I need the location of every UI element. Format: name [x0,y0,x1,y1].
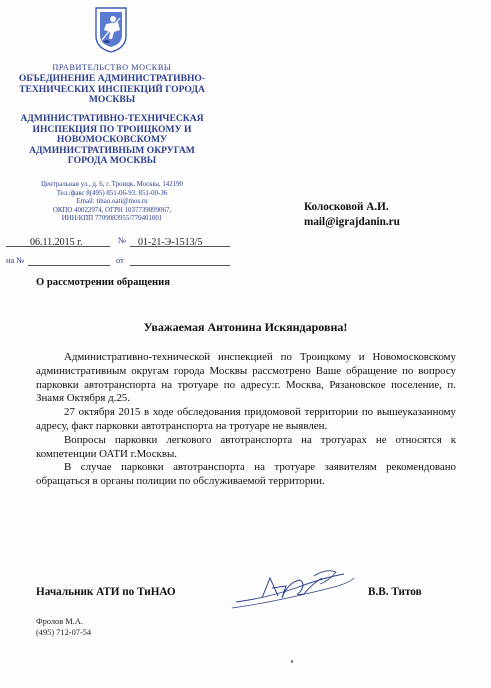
executor-phone: (495) 712-07-54 [36,627,92,637]
scan-mark [291,660,293,663]
executor-block [36,617,91,638]
handwritten-signature [226,558,358,620]
contact-details: Центральная ул., д. 6, г. Троицк, Москва, 142190 Тел./факс 8(495) 851-06-93, 851-00-36 Email: tinao.oati@mos.ru ОКПО 40022974, ОГРН 1037739099067, ИНН/КПП 7709083955/770401001 [40,181,183,223]
letter-date: 06.11.2015 г. [30,237,83,248]
from-label: от [116,256,124,265]
moscow-coat-of-arms-icon [94,6,128,54]
salutation: Уважаемая Антонина Искяндаровна! [143,320,348,334]
executor-name: Фролов М.А. [36,617,83,626]
body-paragraph: Административно-технической инспекцией по Троицкому и Новомосковскому административным округам города Москвы рассмотрено Ваше обращение по вопросу парковки автотранспорта на тротуаре по адресу:г. Москва, Рязановское поселение, п. Знамя Октября д.25. [36,351,456,405]
addressee-email: mail@igrajdanin.ru [304,216,400,228]
sub-organization-name: АДМИНИСТРАТИВНО-ТЕХНИЧЕСКАЯ ИНСПЕКЦИЯ ПО ТРОИЦКОМУ И НОВОМОСКОВСКОМУ АДМИНИСТРАТИВНЫМ ОКРУГАМ ГОРОДА МОСКВЫ [20,113,204,167]
addressee-block [304,200,400,230]
letter-number: 01-21-Э-1513/5 [138,237,203,248]
signatory-name: В.В. Титов [368,586,422,598]
from-underline [130,265,230,266]
government-name: ПРАВИТЕЛЬСТВО МОСКВЫ [52,63,172,72]
letter-body [36,351,456,489]
reference-label: на № [6,256,25,265]
body-paragraph: Вопросы парковки легкового автотранспорта на тротуарах не относятся к компетенции ОАТИ г.Москвы. [36,433,456,460]
body-paragraph: В случае парковки автотранспорта на тротуаре заявителям рекомендовано обращаться в органы полиции по обслуживаемой территории. [36,461,456,488]
signatory-title: Начальник АТИ по ТиНАО [36,586,176,598]
letter-subject: О рассмотрении обращения [36,277,170,288]
reference-underline [28,265,110,266]
body-paragraph: 27 октября 2015 в ходе обследования придомовой территории по вышеуказанному адресу, факт парковки автотранспорта на тротуаре не выявлен. [36,406,456,432]
addressee-name: Колосковой А.И. [304,201,389,213]
number-label: № [118,236,126,245]
organization-name: ОБЪЕДИНЕНИЕ АДМИНИСТРАТИВНО- ТЕХНИЧЕСКИХ ИНСПЕКЦИЙ ГОРОДА МОСКВЫ [18,73,206,106]
